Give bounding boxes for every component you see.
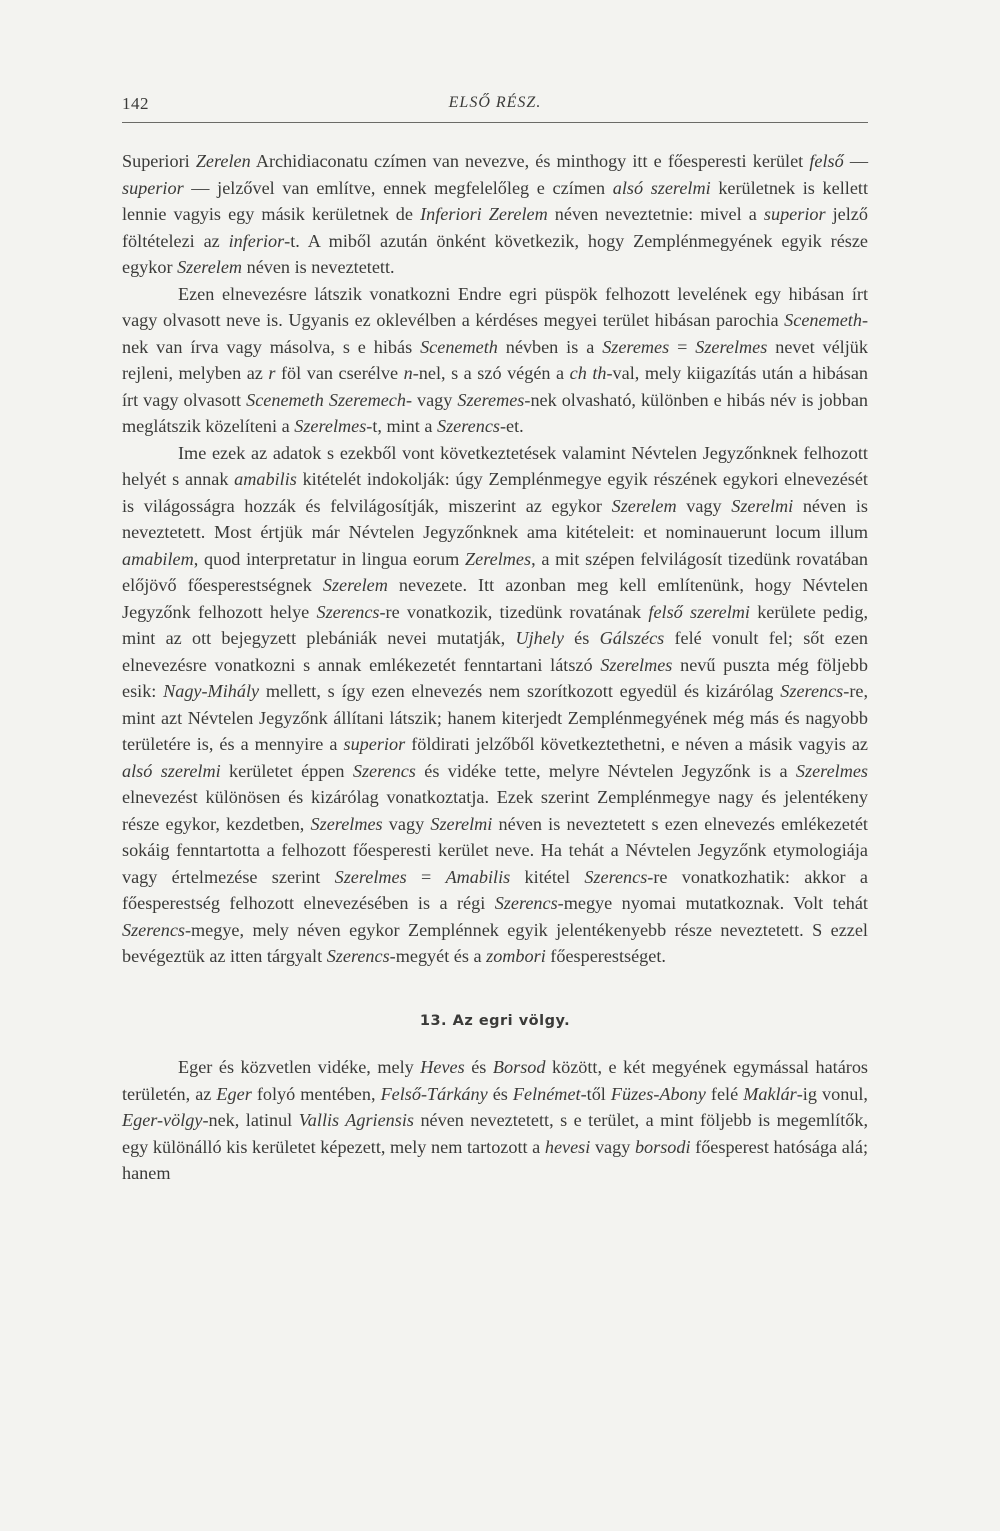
text-run: vagy — [590, 1136, 635, 1157]
text-run: -től — [580, 1083, 611, 1104]
text-run: -re, mint azt Névtelen Jegyzőnk állítani látszik; hanem kiterjedt Zemplénmegyének még más és nagyobb területére is, és a mennyire a — [122, 681, 868, 754]
italic-run: Szerencs — [122, 919, 185, 940]
italic-run: ch th — [569, 363, 607, 383]
italic-run: inferior — [228, 230, 285, 251]
running-head — [122, 86, 868, 120]
italic-run: Szerelmes — [294, 416, 367, 436]
text-run: néven neveztetett, s e terület, a mint följebb is megemlítők, egy különálló kis kerületet képezett, mely nem tartozott a — [122, 1110, 868, 1157]
text-run: vagy — [676, 495, 732, 516]
text-run: néven is neveztetett. Most értjük már Névtelen Jegyzőnknek ama kitételeit: et nominauerunt locum illum — [122, 495, 868, 542]
italic-run: Ujhely — [515, 628, 564, 648]
text-run: -ig vonul, — [796, 1083, 868, 1104]
italic-run: n — [403, 363, 413, 383]
text-run: és — [487, 1083, 513, 1104]
text-run: vagy — [412, 389, 458, 410]
italic-run: r — [268, 363, 276, 383]
italic-run: Szerelem — [611, 495, 677, 516]
italic-run: Borsod — [492, 1057, 546, 1077]
text-run: kitételét indokolják: úgy Zemplénmegye egyik részének egykori elnevezését is világosságra hozzák és felvilágosítják, miszerint az egykor — [122, 469, 868, 516]
italic-run: zombori — [486, 946, 546, 966]
text-run: néven is neveztetett. — [242, 257, 395, 277]
text-run: nevet véljük rejleni, melyben az — [122, 336, 868, 383]
italic-run: alsó szerelmi — [122, 760, 221, 781]
italic-run: Gálszécs — [599, 628, 665, 648]
italic-run: Szerelmes — [600, 654, 673, 675]
italic-run: borsodi — [634, 1136, 691, 1157]
text-run: főesperestséget. — [545, 946, 666, 966]
text-run: — — [843, 151, 869, 171]
text-run: -megye nyomai mutatkoznak. Volt tehát — [557, 893, 868, 913]
paragraph — [122, 440, 868, 970]
text-run: felé — [705, 1083, 744, 1104]
italic-run: amabilem — [122, 548, 194, 569]
italic-run: Maklár — [743, 1083, 797, 1104]
text-run: kerületnek is kellett lennie vagyis egy másik kerületnek de — [122, 177, 869, 224]
text-run: nevezete. Itt azonban meg kell említenünk, hogy Névtelen Jegyzőnk felhozott helye — [122, 575, 868, 622]
text-run: jelző föltételezi az — [122, 204, 868, 251]
text-run: Eger és közvetlen vidéke, mely — [178, 1057, 421, 1077]
italic-run: Szerelmi — [430, 813, 493, 834]
italic-run: Szerelem — [322, 575, 388, 595]
text-run: -t. A miből azután önként következik, hogy Zemplénmegyének egyik része egykor — [122, 230, 868, 277]
text-run: -nek van írva vagy másolva, s e hibás — [122, 310, 868, 357]
text-run: és — [563, 628, 600, 648]
text-run: -re vonatkozhatik: akkor a főesperestség felhozott elnevezésében is a régi — [122, 866, 868, 913]
italic-run: Szerelmi — [731, 495, 794, 516]
text-run: = — [669, 336, 696, 357]
text-run: -val, mely kiigazítás után a hibásan írt vagy olvasott — [122, 363, 868, 410]
italic-run: Szerencs — [352, 760, 416, 781]
text-run: vagy — [382, 813, 431, 834]
italic-run: Scenemeth Szeremech- — [246, 389, 413, 410]
text-run: -megye, mely néven egykor Zemplénnek egyik jelentékenyebb része neveztetett. S ezzel bevégeztük az itten tárgyalt — [122, 919, 868, 966]
header-rule — [122, 122, 868, 123]
text-run: föl van cserélve — [275, 363, 404, 383]
italic-run: Szerencs — [316, 601, 380, 622]
paragraph — [122, 148, 868, 281]
italic-run: Szerelmes — [695, 336, 768, 357]
running-title: ELSŐ RÉSZ. — [448, 94, 542, 111]
italic-run: Zerelen — [195, 151, 251, 171]
text-run: névben is a — [497, 336, 603, 357]
italic-run: Eger — [216, 1083, 252, 1104]
italic-run: Felnémet — [512, 1083, 581, 1104]
italic-run: Scenemeth — [420, 336, 498, 357]
text-run: Superiori — [122, 151, 196, 171]
text-run: -nel, s a szó végén a — [412, 363, 570, 383]
italic-run: Eger-völgy — [122, 1110, 203, 1130]
italic-run: Szerencs — [584, 866, 648, 887]
text-run: kitétel — [510, 866, 585, 887]
text-run: elnevezést különösen és kizárólag vonatkoztatja. Ezek szerint Zemplénmegye nagy és jelentékeny része egykor, kezdetben, — [122, 787, 868, 834]
italic-run: Szeremes — [457, 389, 525, 410]
text-run: nevű puszta még följebb esik: — [122, 654, 868, 701]
italic-run: Heves — [420, 1057, 465, 1077]
text-run: mellett, s így ezen elnevezés nem szorítkozott egyedül és kizárólag — [259, 681, 781, 701]
italic-run: Vallis Agriensis — [298, 1110, 414, 1130]
text-run: között, e két megyének egymással határos területén, az — [122, 1057, 868, 1104]
text-run: -et. — [499, 416, 524, 436]
paragraph — [122, 281, 868, 440]
text-run: folyó mentében, — [251, 1083, 381, 1104]
italic-run: Inferiori Zerelem — [420, 204, 548, 224]
italic-run: superior — [122, 177, 184, 198]
text-run: , a mit szépen felvilágosít tizedünk rovatában előjövő főesperestségnek — [122, 548, 869, 595]
italic-run: Nagy-Mihály — [163, 681, 260, 701]
italic-run: superior — [763, 204, 826, 224]
italic-run: Szerelmes — [795, 760, 868, 781]
text-run: Ime ezek az adatok s ezekből vont következtetések valamint Névtelen Jegyzőnknek felhozott helyét s annak — [122, 442, 868, 489]
italic-run: felső szerelmi — [648, 601, 750, 622]
text-run: főesperest hatósága alá; hanem — [122, 1136, 869, 1183]
paragraph — [122, 1054, 868, 1187]
italic-run: Szerencs — [326, 946, 390, 966]
italic-run: Szerencs — [494, 893, 558, 913]
text-run: néven is neveztetett s ezen elnevezés emlékezetét sokáig fenntartotta a felhozott főesperesti kerület neve. Ha tehát a Névtelen Jegyzőnk etymologiája vagy értelmezése szerint — [122, 813, 868, 887]
italic-run: Zerelmes — [465, 548, 532, 569]
italic-run: hevesi — [544, 1136, 591, 1157]
text-run: -nek olvasható, különben e hibás név is jobban meglátszik közelíteni a — [122, 389, 868, 436]
italic-run: felső — [809, 151, 844, 171]
italic-run: Scenemeth — [784, 310, 862, 330]
text-run: kerületet éppen — [220, 760, 353, 781]
body-text — [122, 148, 868, 1187]
italic-run: amabilis — [234, 469, 297, 489]
italic-run: Felső-Tárkány — [380, 1083, 488, 1104]
italic-run: Szerelmes — [310, 813, 383, 834]
text-run: kerülete pedig, mint az ott bejegyzett plebániák nevei mutatják, — [122, 601, 868, 648]
text-run: -t, mint a — [366, 416, 437, 436]
italic-run: Szerelmes — [334, 866, 407, 887]
italic-run: Szerelem — [177, 257, 243, 277]
italic-run: Amabilis — [445, 866, 511, 887]
text-run: földirati jelzőből következtethetni, e néven a másik vagyis az — [405, 734, 868, 754]
text-run: — jelzővel van említve, ennek megfelelőleg e czímen — [183, 177, 613, 198]
text-run: és — [464, 1057, 493, 1077]
text-run: -megyét és a — [389, 946, 487, 966]
text-run: -nek, latinul — [202, 1110, 299, 1130]
page-number: 142 — [122, 94, 149, 113]
text-run: felé vonult fel; sőt ezen elnevezésre vonatkozni s annak emlékezetét fenntartani látszó — [122, 628, 868, 675]
italic-run: Szerencs — [780, 681, 844, 701]
italic-run: Füzes-Abony — [610, 1083, 706, 1104]
italic-run: Szerencs — [437, 416, 500, 436]
italic-run: superior — [343, 734, 406, 754]
text-run: -re vonatkozik, tizedünk rovatának — [379, 601, 649, 622]
text-run: Ezen elnevezésre látszik vonatkozni Endre egri püspök felhozott levelének egy hibásan írt vagy olvasott neve is. Ugyanis ez oklevélben a kérdéses megyei terület hibásan parochia — [122, 283, 868, 330]
italic-run: Szeremes — [602, 336, 670, 357]
text-run: Archidiaconatu czímen van nevezve, és minthogy itt e főesperesti kerület — [250, 151, 810, 171]
text-run: , quod interpretatur in lingua eorum — [193, 548, 466, 569]
section-heading: 13. Az egri völgy. — [419, 1012, 571, 1029]
text-run: = — [406, 866, 446, 887]
italic-run: alsó szerelmi — [612, 177, 711, 198]
text-run: néven neveztetnie: mivel a — [547, 204, 764, 224]
text-run: és vidéke tette, melyre Névtelen Jegyzőnk is a — [415, 760, 796, 781]
